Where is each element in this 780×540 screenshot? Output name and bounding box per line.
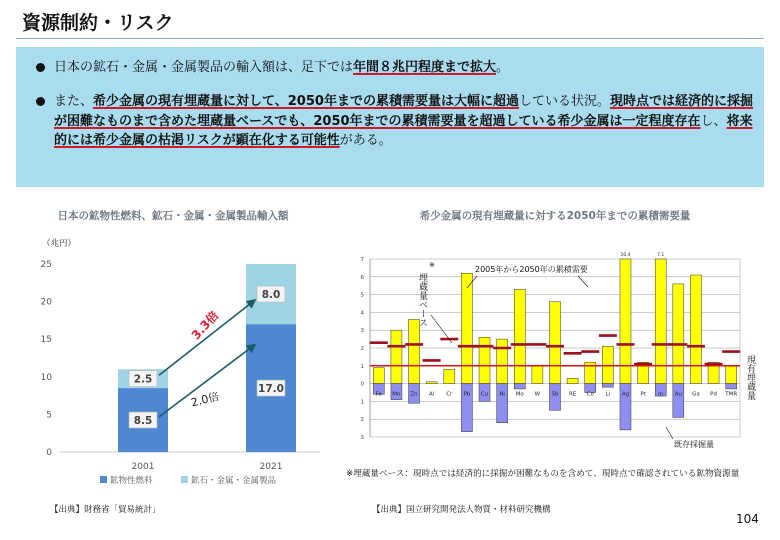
x-tick-label: Cr (446, 391, 453, 398)
demand-bar-Mn (391, 330, 402, 383)
legend-label-fuel: 鉱物性燃料 (110, 476, 153, 486)
demand-bar-Sb (550, 302, 561, 384)
y-tick-label: 4 (360, 310, 364, 317)
y-tick-label: 10 (40, 372, 52, 383)
bullet1-text: 日本の鉱石・金属・金属製品の輸入額は、足下では (54, 60, 354, 75)
y-tick-label: 20 (40, 297, 52, 308)
bullet1-emphasis: 年間８兆円程度まで拡大 (353, 60, 497, 75)
data-label: 8.0 (261, 289, 281, 302)
y-tick-label: 5 (46, 410, 52, 421)
x-tick-label: Ni (499, 391, 505, 398)
x-tick-label: Pt (640, 391, 646, 398)
right-chart-title: 希少金属の現有埋蔵量に対する2050年までの累積需要量 (419, 210, 691, 222)
bullet-dot-icon (36, 63, 45, 72)
annot-cumulative-demand: 2005年から2050年の累積需要 (475, 265, 588, 274)
demand-bar-Ag (620, 259, 631, 384)
x-tick-label: Co (586, 391, 594, 398)
ratio-label-fuel: 2.0倍 (189, 389, 221, 410)
x-tick-label: 2001 (131, 462, 155, 472)
mined-bar-Ag (620, 384, 631, 430)
x-tick-label: Ag (621, 391, 630, 398)
x-tick-label: Cu (480, 391, 489, 398)
mined-bar-Ni (497, 384, 508, 423)
x-tick-label: Mn (392, 391, 401, 398)
demand-bar-TMR (726, 366, 737, 384)
demand-bar-Ga (690, 275, 701, 384)
y-tick-label: 15 (40, 335, 52, 346)
import-value-chart (20, 228, 360, 503)
bullet2-text-2: している状況。 (518, 94, 610, 109)
annot-reserve-base: 埋蔵量ベース (417, 273, 427, 327)
x-tick-label: Pd (710, 391, 717, 398)
data-label: 2.5 (133, 373, 153, 386)
mined-bar-Au (673, 384, 684, 418)
demand-bar-W (532, 366, 543, 384)
bullet2-emphasis-1: 希少金属の現有埋蔵量に対して、2050年までの累積需要量は大幅に超過 (93, 94, 519, 109)
x-tick-label: RE (568, 391, 577, 398)
bullet2-text-4: がある。 (339, 133, 392, 148)
legend-swatch-fuel (100, 476, 107, 483)
right-chart-source: 【出典】国立研究開発法人物質・材料研究機構 (372, 505, 551, 515)
legend-label-ore: 鉱石・金属・金属製品 (191, 476, 277, 486)
demand-bar-Ni (497, 339, 508, 384)
demand-bar-RE (567, 378, 578, 383)
x-tick-label: In (658, 391, 664, 398)
offscale-label-ag: 10.4 (620, 253, 631, 258)
mined-bar-Li (602, 384, 613, 388)
offscale-label-in: 7.1 (657, 253, 665, 258)
left-chart-source: 【出典】財務省「貿易統計」 (50, 505, 161, 515)
demand-bar-Pb (461, 273, 472, 383)
y-tick-label: 5 (360, 292, 364, 299)
x-tick-label: Al (429, 391, 435, 398)
y-tick-label: 3 (360, 435, 364, 441)
x-tick-label: Au (674, 391, 682, 398)
x-tick-label: 2021 (259, 462, 283, 472)
demand-bar-Cu (479, 337, 490, 383)
summary-box (16, 47, 764, 187)
title-divider (16, 38, 764, 39)
x-tick-label: Ga (692, 391, 700, 398)
y-tick-label: 1 (360, 363, 364, 370)
y-tick-label: 2 (360, 417, 364, 424)
summary-bullet-1 (36, 58, 756, 78)
y-tick-label: 0 (46, 448, 52, 458)
y-tick-label: 3 (360, 328, 364, 335)
ratio-label-total: 3.3倍 (188, 308, 222, 343)
demand-bar-Zn (409, 320, 420, 384)
demand-bar-Cr (444, 369, 455, 383)
annot-demand-leader (578, 276, 588, 287)
data-label: 8.5 (133, 415, 153, 428)
data-label: 17.0 (258, 383, 284, 396)
legend-swatch-ore (181, 476, 188, 483)
bullet1-tail: 。 (496, 60, 510, 75)
demand-bar-In (655, 259, 666, 384)
mined-bar-TMR (726, 384, 737, 389)
bullet2-emphasis-2: 現時点では経済的に採掘が困難なものまで含めた埋蔵量ベースでも、2050年までの累積需要量を超過している希少金属は一定程度存在 (54, 94, 753, 129)
demand-bar-Al (426, 382, 437, 384)
summary-bullet-2 (36, 92, 752, 151)
x-tick-label: Li (605, 391, 611, 398)
growth-arrow-fuel (159, 345, 255, 417)
y-tick-label: 6 (360, 274, 364, 281)
x-tick-label: Pb (463, 391, 471, 398)
rare-metal-demand-chart (340, 225, 755, 465)
demand-bar-Fe (373, 368, 384, 384)
reserve-base-footnote: ※埋蔵量ベース：現時点では経済的に採掘が困難なものを含めて、現時点で確認されている鉱物資源量 (346, 469, 740, 479)
page-title: 資源制約・リスク (22, 12, 174, 34)
y-tick-label: 7 (360, 257, 364, 263)
x-tick-label: Mo (515, 391, 524, 398)
annot-reserve-base-mark: ※ (429, 261, 435, 269)
page-number: 104 (736, 512, 759, 526)
left-chart-title: 日本の鉱物性燃料、鉱石・金属・金属製品輸入額 (57, 210, 289, 222)
demand-bar-Li (602, 346, 613, 383)
bullet2-text-3: し、 (700, 113, 727, 129)
y-tick-label: 2 (360, 346, 364, 352)
y-tick-label: 0 (360, 381, 364, 388)
mined-bar-Mo (514, 384, 525, 389)
bullet2-text-1: また、 (54, 94, 94, 109)
demand-bar-Mo (514, 289, 525, 383)
annot-current-reserve: 現有埋蔵量 (745, 355, 755, 400)
bullet2-emphasis-3: 将来的には希少金属の枯渇リスクが顕在化する可能性 (54, 113, 753, 148)
x-tick-label: W (534, 391, 541, 398)
x-tick-label: Zn (410, 391, 418, 398)
demand-bar-Au (673, 284, 684, 384)
x-tick-label: TMR (725, 391, 738, 398)
y-tick-label: 1 (360, 399, 364, 406)
annot-mined: 既存採掘量 (674, 440, 714, 449)
x-tick-label: Sb (551, 391, 559, 398)
x-tick-label: Fe (375, 391, 382, 398)
y-tick-label: 25 (40, 260, 52, 270)
y-unit-label: （兆円） (42, 239, 77, 249)
bullet-dot-icon (36, 97, 45, 106)
